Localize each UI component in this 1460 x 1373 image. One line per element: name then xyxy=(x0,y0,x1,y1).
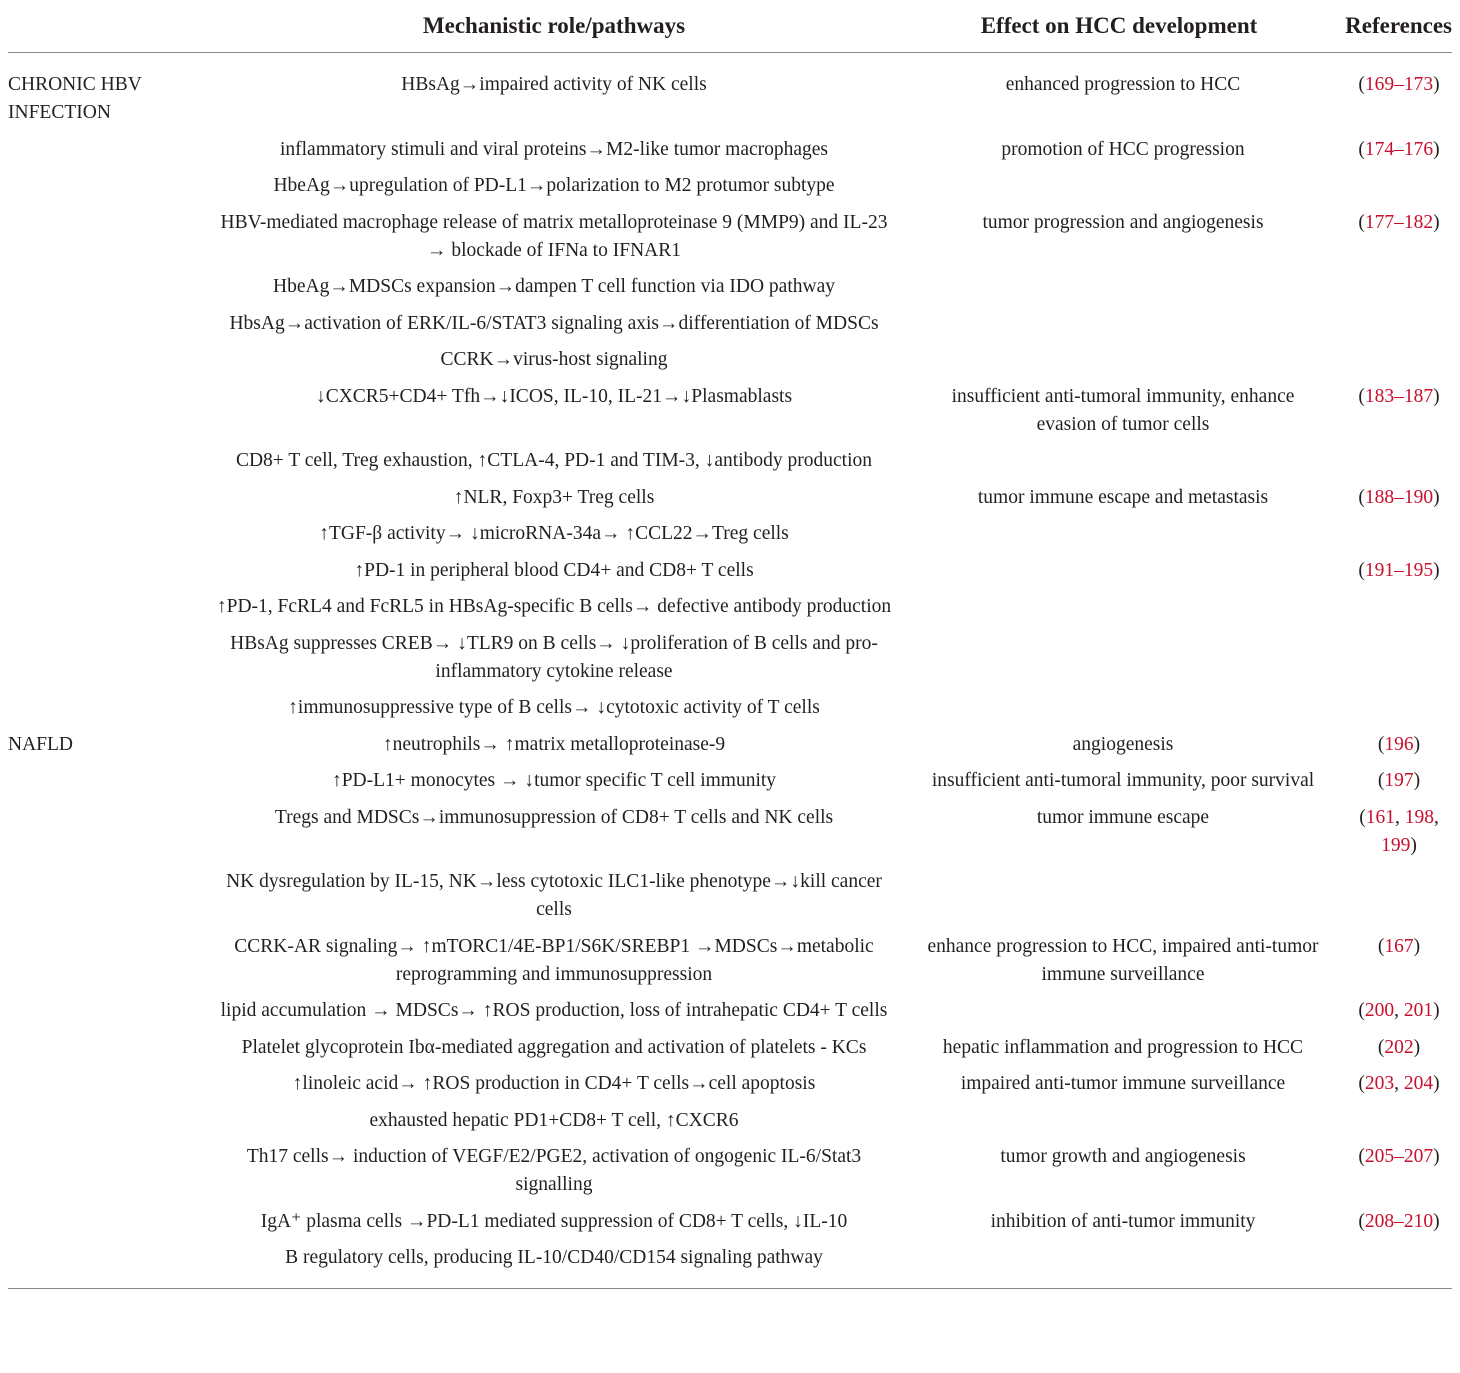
category-cell xyxy=(8,342,198,379)
table-row xyxy=(8,306,1452,343)
table-body xyxy=(8,53,1452,1289)
references-cell: (161, 198, 199) xyxy=(1359,806,1439,856)
reference-number[interactable]: 198 xyxy=(1404,806,1434,828)
table-row xyxy=(8,132,1452,169)
reference-number[interactable]: 205–207 xyxy=(1364,1146,1434,1167)
effect-cell xyxy=(910,269,1328,306)
reference-number[interactable]: 169–173 xyxy=(1364,74,1434,95)
effect-cell xyxy=(910,1103,1328,1140)
mechanism-cell: CD8+ T cell, Treg exhaustion, ↑CTLA-4, PD-1 and TIM-3, ↓antibody production xyxy=(235,450,873,471)
category-cell xyxy=(8,1240,198,1289)
category-cell: NAFLD xyxy=(8,733,74,755)
references-cell xyxy=(1328,1240,1452,1289)
references-cell: (167) xyxy=(1377,935,1421,957)
effect-cell: angiogenesis xyxy=(1072,733,1174,755)
references-cell: (183–187) xyxy=(1358,385,1440,407)
effect-cell xyxy=(910,690,1328,727)
reference-number[interactable]: 196 xyxy=(1384,733,1414,755)
references-cell xyxy=(1328,516,1452,553)
category-cell xyxy=(8,306,198,343)
category-cell xyxy=(8,626,198,691)
category-cell xyxy=(8,269,198,306)
references-cell: (205–207) xyxy=(1358,1146,1440,1167)
references-cell: (188–190) xyxy=(1358,486,1440,508)
table-row xyxy=(8,516,1452,553)
category-cell xyxy=(8,168,198,205)
effect-cell xyxy=(910,553,1328,590)
references-cell: (203, 204) xyxy=(1358,1073,1440,1094)
header-category xyxy=(8,0,198,53)
effect-cell xyxy=(910,516,1328,553)
effect-cell: hepatic inflammation and progression to HCC xyxy=(942,1036,1304,1058)
effect-cell: insufficient anti-tumoral immunity, enhance evasion of tumor cells xyxy=(951,385,1295,435)
mechanism-cell: CCRK→virus-host signaling xyxy=(440,349,668,370)
table-row xyxy=(8,480,1452,517)
mechanism-cell: HBsAg→impaired activity of NK cells xyxy=(401,74,707,95)
table-row xyxy=(8,443,1452,480)
references-cell: (197) xyxy=(1377,770,1421,791)
table-row xyxy=(8,553,1452,590)
mechanism-cell: HbeAg→MDSCs expansion→dampen T cell function via IDO pathway xyxy=(273,276,835,297)
mechanism-cell: exhausted hepatic PD1+CD8+ T cell, ↑CXCR6 xyxy=(369,1109,739,1131)
category-cell xyxy=(8,690,198,727)
category-cell xyxy=(8,443,198,480)
table-row xyxy=(8,1240,1452,1289)
mechanism-cell: ↓CXCR5+CD4+ Tfh→↓ICOS, IL-10, IL-21→↓Plasmablasts xyxy=(315,385,793,407)
mechanism-cell: Tregs and MDSCs→immunosuppression of CD8+ T cells and NK cells xyxy=(274,806,834,828)
reference-number[interactable]: 199 xyxy=(1381,834,1411,856)
table-row xyxy=(8,1139,1452,1204)
mechanism-cell: inflammatory stimuli and viral proteins→M2-like tumor macrophages xyxy=(279,138,829,160)
references-cell xyxy=(1328,626,1452,691)
category-cell xyxy=(8,553,198,590)
table-row xyxy=(8,929,1452,994)
table-row xyxy=(8,589,1452,626)
effect-cell xyxy=(910,342,1328,379)
mechanism-cell: ↑PD-1, FcRL4 and FcRL5 in HBsAg-specific B cells→ defective antibody production xyxy=(216,596,892,617)
table-header xyxy=(8,0,1452,53)
mechanism-cell: Platelet glycoprotein Ibα-mediated aggregation and activation of platelets - KCs xyxy=(241,1036,867,1058)
references-cell: (177–182) xyxy=(1358,211,1440,233)
reference-number[interactable]: 161 xyxy=(1365,806,1395,828)
reference-number[interactable]: 177–182 xyxy=(1364,211,1434,233)
category-cell xyxy=(8,800,198,865)
mechanism-cell: IgA⁺ plasma cells →PD-L1 mediated suppression of CD8+ T cells, ↓IL-10 xyxy=(260,1210,848,1232)
category-cell xyxy=(8,1066,198,1103)
header-row xyxy=(8,0,1452,53)
references-cell xyxy=(1328,168,1452,205)
effect-cell xyxy=(910,306,1328,343)
table-row xyxy=(8,864,1452,929)
effect-cell xyxy=(910,864,1328,929)
category-cell xyxy=(8,589,198,626)
table-row xyxy=(8,1030,1452,1067)
category-cell xyxy=(8,1139,198,1204)
table-row xyxy=(8,1204,1452,1241)
mechanism-cell: ↑TGF-β activity→ ↓microRNA-34a→ ↑CCL22→Treg cells xyxy=(319,523,789,544)
table-row xyxy=(8,800,1452,865)
mechanism-cell: ↑neutrophils→ ↑matrix metalloproteinase-9 xyxy=(382,733,726,755)
mechanism-cell: CCRK-AR signaling→ ↑mTORC1/4E-BP1/S6K/SREBP1 →MDSCs→metabolic reprogramming and immunosuppression xyxy=(234,935,874,985)
category-cell xyxy=(8,1030,198,1067)
table-row xyxy=(8,690,1452,727)
reference-number[interactable]: 202 xyxy=(1384,1036,1414,1058)
references-cell xyxy=(1328,306,1452,343)
mechanism-cell: ↑PD-L1+ monocytes → ↓tumor specific T cell immunity xyxy=(331,770,777,791)
table-row xyxy=(8,269,1452,306)
category-cell xyxy=(8,993,198,1030)
effect-cell: tumor progression and angiogenesis xyxy=(982,211,1264,233)
references-cell: (191–195) xyxy=(1358,559,1440,581)
references-cell: (196) xyxy=(1377,733,1421,755)
references-cell xyxy=(1328,1103,1452,1140)
effect-cell xyxy=(910,589,1328,626)
effect-cell: impaired anti-tumor immune surveillance xyxy=(960,1073,1286,1094)
references-cell xyxy=(1328,269,1452,306)
references-cell: (200, 201) xyxy=(1358,1000,1440,1021)
category-cell: CHRONIC HBV INFECTION xyxy=(8,74,142,123)
reference-number[interactable]: 197 xyxy=(1384,770,1414,791)
reference-number[interactable]: 204 xyxy=(1403,1073,1434,1094)
effect-cell xyxy=(910,1240,1328,1289)
effect-cell: enhance progression to HCC, impaired anti-tumor immune surveillance xyxy=(927,935,1319,985)
header-references: References xyxy=(1328,0,1452,53)
reference-number[interactable]: 200 xyxy=(1364,1000,1395,1021)
references-cell: (202) xyxy=(1377,1036,1421,1058)
mechanism-cell: Th17 cells→ induction of VEGF/E2/PGE2, activation of ongogenic IL-6/Stat3 signalling xyxy=(246,1146,862,1195)
effect-cell: enhanced progression to HCC xyxy=(1005,74,1241,95)
table-row xyxy=(8,342,1452,379)
references-cell xyxy=(1328,864,1452,929)
mechanism-cell: ↑NLR, Foxp3+ Treg cells xyxy=(453,486,655,508)
references-cell: (169–173) xyxy=(1358,74,1440,95)
header-effect: Effect on HCC development xyxy=(910,0,1328,53)
effect-cell xyxy=(910,168,1328,205)
references-cell: (208–210) xyxy=(1358,1210,1440,1232)
effect-cell xyxy=(910,443,1328,480)
category-cell xyxy=(8,763,198,800)
table-row xyxy=(8,1066,1452,1103)
reference-number[interactable]: 188–190 xyxy=(1364,486,1434,508)
effect-cell xyxy=(910,626,1328,691)
table-row xyxy=(8,53,1452,132)
effect-cell: inhibition of anti-tumor immunity xyxy=(990,1210,1256,1232)
reference-number[interactable]: 183–187 xyxy=(1364,385,1434,407)
category-cell xyxy=(8,1204,198,1241)
reference-number[interactable]: 174–176 xyxy=(1364,138,1434,160)
mechanism-cell: ↑PD-1 in peripheral blood CD4+ and CD8+ T cells xyxy=(354,559,754,581)
mechanism-cell: HbeAg→upregulation of PD-L1→polarization to M2 protumor subtype xyxy=(273,175,835,196)
category-cell xyxy=(8,205,198,270)
table-row xyxy=(8,379,1452,444)
mechanism-cell: HbsAg→activation of ERK/IL-6/STAT3 signaling axis→differentiation of MDSCs xyxy=(229,312,879,334)
table-row xyxy=(8,205,1452,270)
reference-number[interactable]: 191–195 xyxy=(1364,559,1434,581)
reference-number[interactable]: 203 xyxy=(1364,1073,1395,1094)
mechanism-cell: HBsAg suppresses CREB→ ↓TLR9 on B cells→ ↓proliferation of B cells and pro-inflammatory cytokine release xyxy=(230,632,878,682)
reference-number[interactable]: 167 xyxy=(1384,935,1414,957)
table-row xyxy=(8,1103,1452,1140)
references-cell xyxy=(1328,342,1452,379)
mechanism-cell: HBV-mediated macrophage release of matrix metalloproteinase 9 (MMP9) and IL-23 → blockade of IFNa to IFNAR1 xyxy=(220,211,888,261)
table-row xyxy=(8,727,1452,764)
mechanism-cell: B regulatory cells, producing IL-10/CD40/CD154 signaling pathway xyxy=(285,1247,823,1268)
table-row xyxy=(8,993,1452,1030)
reference-number[interactable]: 208–210 xyxy=(1364,1210,1434,1232)
references-cell: (174–176) xyxy=(1358,138,1440,160)
effect-cell: tumor immune escape xyxy=(1036,806,1210,828)
mechanism-cell: lipid accumulation → MDSCs→ ↑ROS production, loss of intrahepatic CD4+ T cells xyxy=(220,1000,888,1021)
references-cell xyxy=(1328,690,1452,727)
effect-cell: insufficient anti-tumoral immunity, poor survival xyxy=(931,770,1315,791)
header-mechanism: Mechanistic role/pathways xyxy=(198,0,910,53)
references-cell xyxy=(1328,589,1452,626)
category-cell xyxy=(8,480,198,517)
category-cell xyxy=(8,864,198,929)
references-cell xyxy=(1328,443,1452,480)
mechanism-cell: NK dysregulation by IL-15, NK→less cytotoxic ILC1-like phenotype→↓kill cancer cells xyxy=(226,871,882,920)
mechanism-cell: ↑linoleic acid→ ↑ROS production in CD4+ T cells→cell apoptosis xyxy=(292,1073,816,1094)
effect-cell xyxy=(910,993,1328,1030)
table-row xyxy=(8,168,1452,205)
category-cell xyxy=(8,1103,198,1140)
category-cell xyxy=(8,132,198,169)
category-cell xyxy=(8,379,198,444)
category-cell xyxy=(8,516,198,553)
effect-cell: tumor immune escape and metastasis xyxy=(977,486,1269,508)
mechanism-cell: ↑immunosuppressive type of B cells→ ↓cytotoxic activity of T cells xyxy=(288,697,820,718)
effect-cell: tumor growth and angiogenesis xyxy=(1000,1146,1246,1167)
effect-cell: promotion of HCC progression xyxy=(1001,138,1245,160)
table-row xyxy=(8,763,1452,800)
reference-number[interactable]: 201 xyxy=(1403,1000,1434,1021)
table-row xyxy=(8,626,1452,691)
immune-mechanisms-table xyxy=(8,0,1452,1289)
category-cell xyxy=(8,929,198,994)
